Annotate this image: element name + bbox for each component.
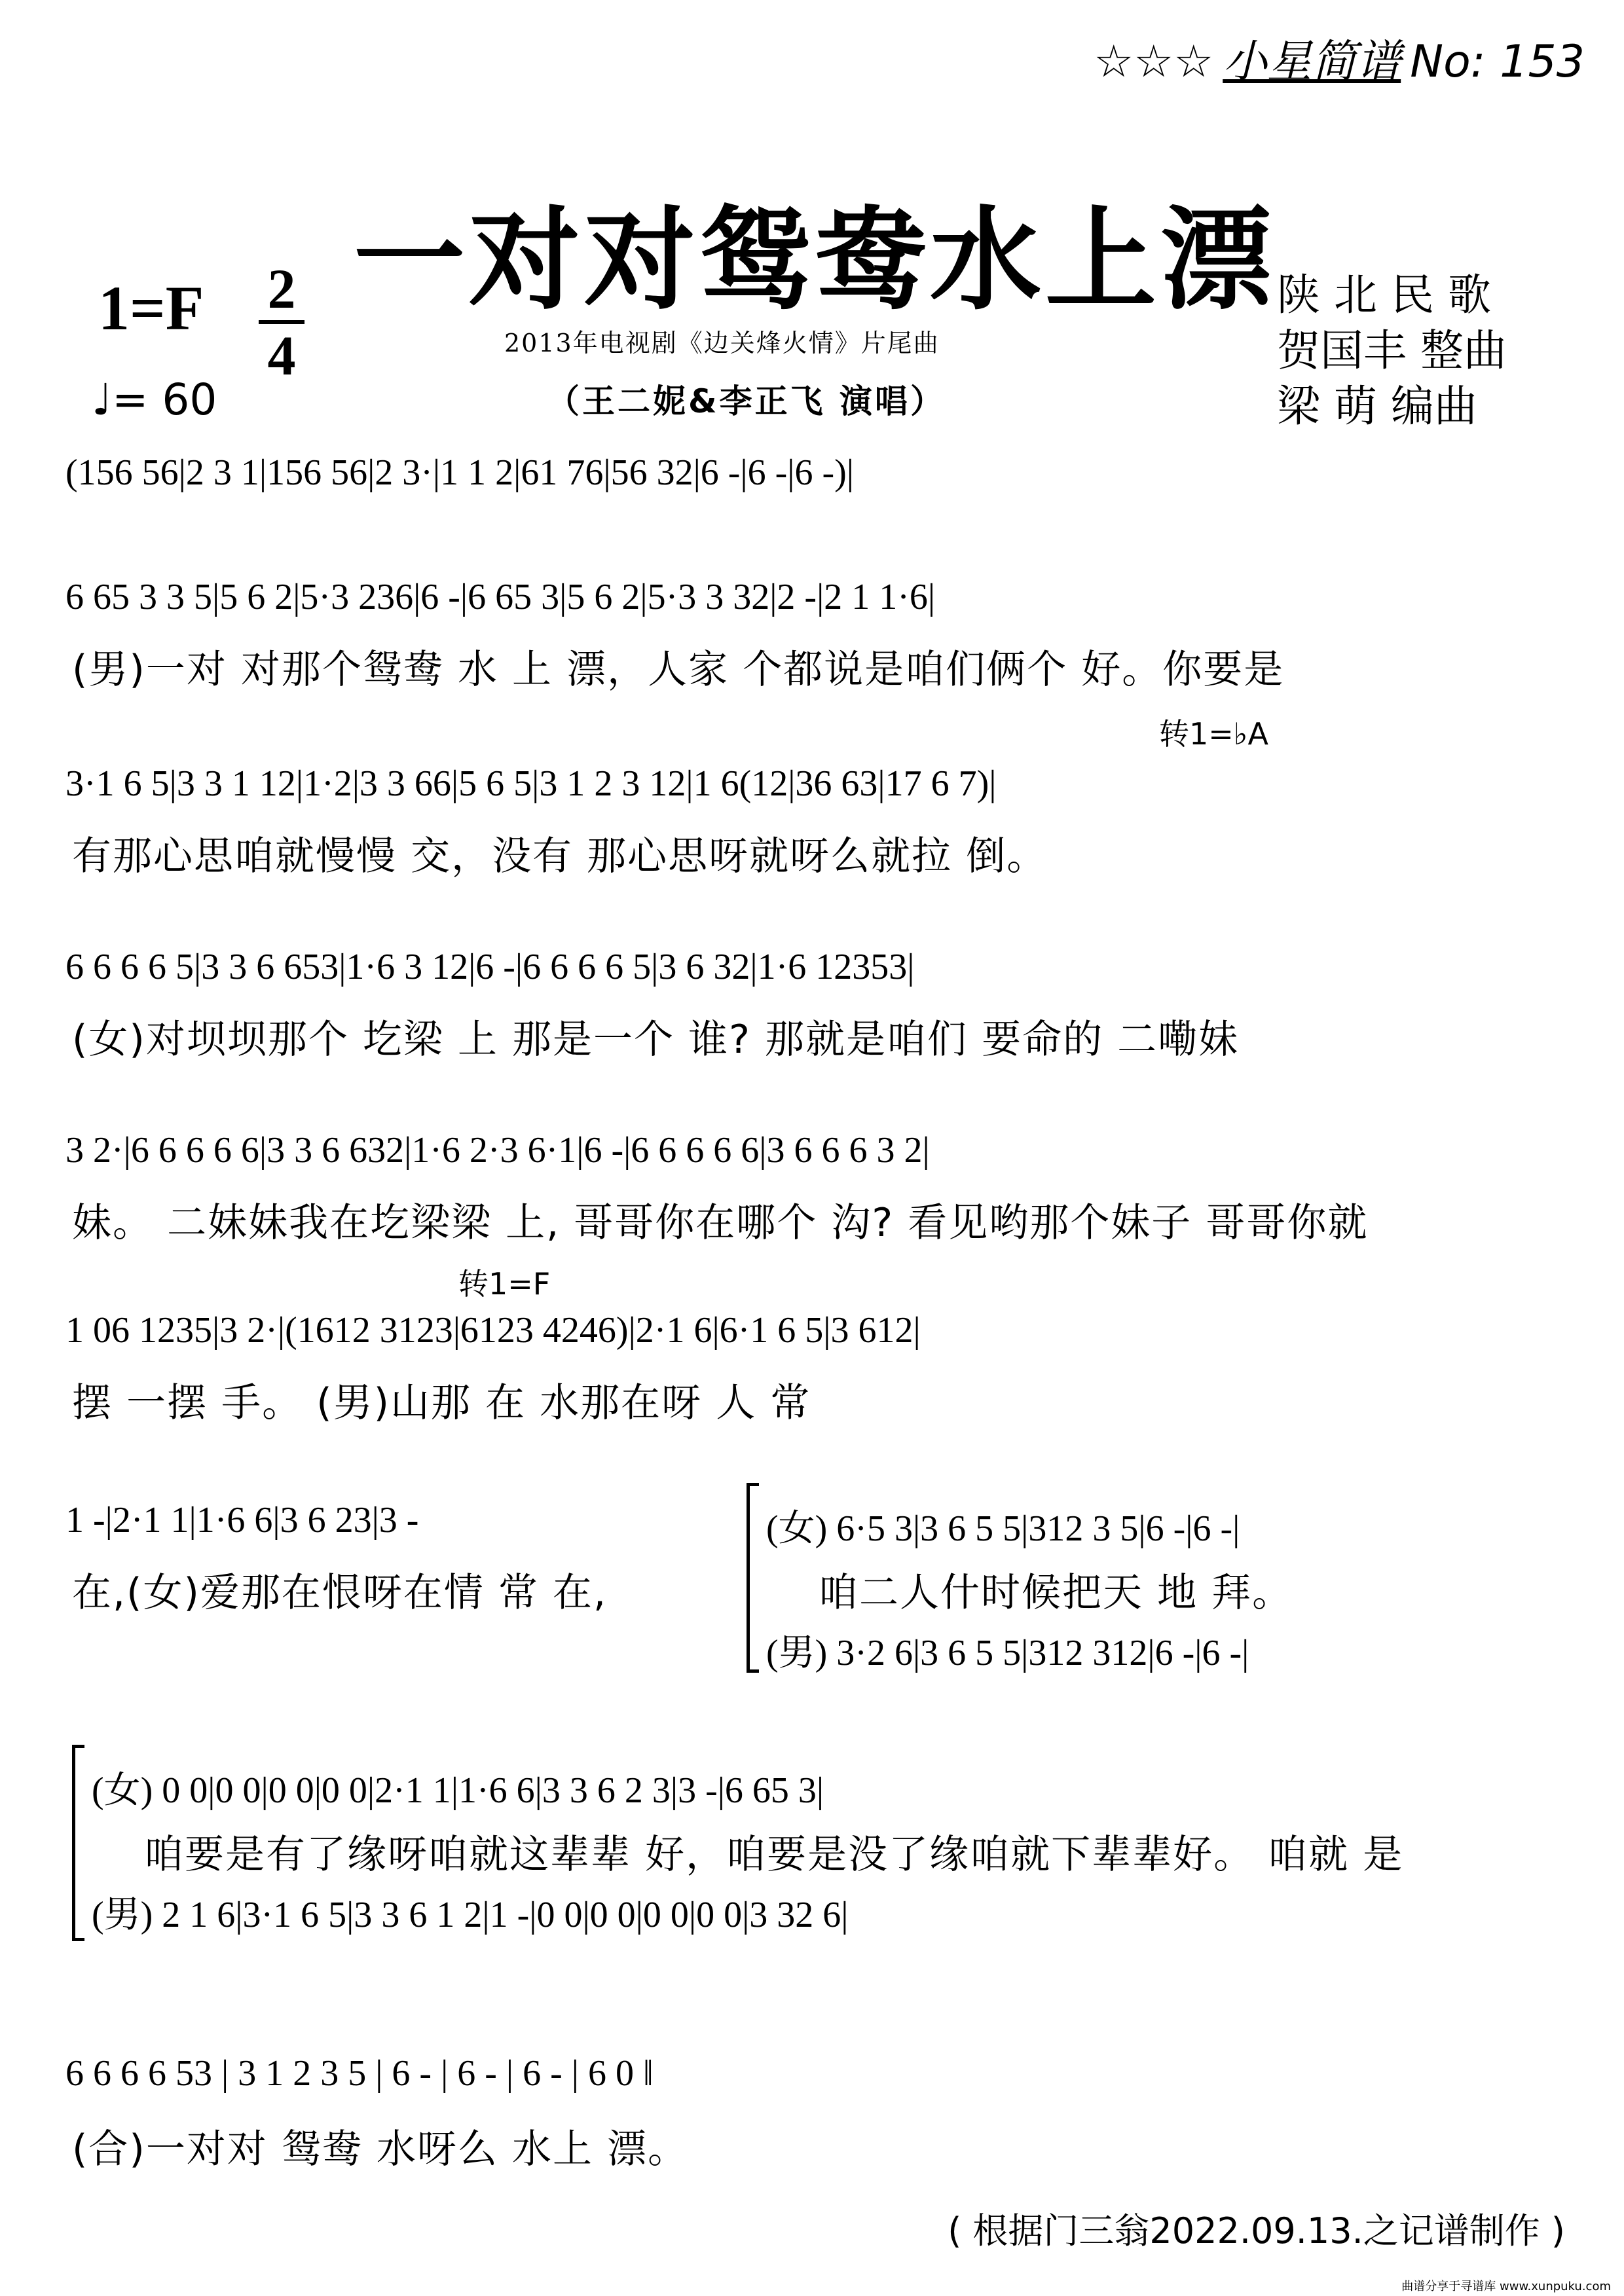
credits (1277, 267, 1507, 434)
part-bracket (747, 1483, 759, 1673)
notation-line: (女) 6·5 3|3 6 5 5|312 3 5|6 -|6 -| (766, 1508, 1240, 1549)
watermark: 曲谱分享于寻谱库 www.xunpuku.com (1401, 2280, 1611, 2293)
time-denominator: 4 (267, 324, 296, 387)
lyric-line: 咱要是有了缘呀咱就这辈辈 好，咱要是没了缘咱就下辈辈好。 咱就 是 (144, 1832, 1404, 1878)
notation-line: 1 06 1235|3 2·|(1612 3123|6123 4246)|2·1 6|6·1 6 5|3 612| (65, 1310, 921, 1351)
lyric-line: (男)一对 对那个鸳鸯 水 上 漂，人家 个都说是咱们俩个 好。你要是 (72, 647, 1285, 693)
time-numerator: 2 (267, 257, 296, 320)
credit-origin: 陕 北 民 歌 (1277, 270, 1491, 320)
notation-line: 6 6 6 6 5|3 3 6 653|1·6 3 12|6 -|6 6 6 6 5|3 6 32|1·6 12353| (65, 947, 915, 987)
score-number: No: 153 (1410, 36, 1585, 88)
lyric-line: 摆 一摆 手。 (男)山那 在 水那在呀 人 常 (72, 1380, 811, 1426)
lyric-line: (合)一对对 鸳鸯 水呀么 水上 漂。 (72, 2126, 689, 2172)
lyric-line: 妹。 二妹妹我在圪梁梁 上, 哥哥你在哪个 沟? 看见哟那个妹子 哥哥你就 (72, 1200, 1369, 1246)
notation-line: 6 6 6 6 53 | 3 1 2 3 5 | 6 - | 6 - | 6 - | 6 0 ‖ (65, 2053, 654, 2094)
notation-line: (156 56|2 3 1|156 56|2 3·|1 1 2|61 76|56 32|6 -|6 -|6 -)| (65, 452, 854, 493)
modulation-marking: 转1=F (458, 1266, 551, 1302)
subtitle: 2013年电视剧《边关烽火情》片尾曲 (504, 329, 940, 357)
tempo-marking: ♩= 60 (92, 374, 217, 425)
credit-arranger: 贺国丰 整曲 (1277, 325, 1507, 376)
notation-line: 6 65 3 3 5|5 6 2|5·3 236|6 -|6 65 3|5 6 2|5·3 3 32|2 -|2 1 1·6| (65, 577, 936, 617)
notation-line: 3·1 6 5|3 3 1 12|1·2|3 3 66|5 6 5|3 1 2 3 12|1 6(12|36 63|17 6 7)| (65, 763, 997, 804)
song-title: 一对对鸳鸯水上漂 (354, 194, 1276, 325)
credit-orchestrator: 梁 萌 编曲 (1277, 381, 1477, 431)
lyric-line: 在,(女)爱那在恨呀在情 常 在, (72, 1570, 608, 1616)
part-bracket (72, 1745, 84, 1941)
notation-line: (男) 3·2 6|3 6 5 5|312 312|6 -|6 -| (766, 1633, 1249, 1673)
notation-line: (男) 2 1 6|3·1 6 5|3 3 6 1 2|1 -|0 0|0 0|0 0|0 0|3 32 6| (92, 1895, 849, 1935)
lyric-line: 有那心思咱就慢慢 交，没有 那心思呀就呀么就拉 倒。 (72, 833, 1048, 879)
rating-stars: ☆☆☆ (1094, 36, 1214, 88)
transcription-note: ( 根据门三翁2022.09.13.之记谱制作 ) (948, 2210, 1565, 2251)
notation-line: 1 -|2·1 1|1·6 6|3 6 23|3 - (65, 1500, 419, 1540)
time-signature (259, 259, 304, 386)
notation-line: 3 2·|6 6 6 6 6|3 3 6 632|1·6 2·3 6·1|6 -|6 6 6 6 6|3 6 6 6 3 2| (65, 1130, 930, 1171)
brand-name: 小星简谱 (1223, 36, 1401, 88)
brand-header (1094, 26, 1585, 90)
key-signature: 1=F (98, 273, 204, 343)
lyric-line: (女)对坝坝那个 圪梁 上 那是一个 谁? 那就是咱们 要命的 二嘞妹 (72, 1017, 1240, 1063)
lyric-line: 咱二人什时候把天 地 拜。 (819, 1570, 1293, 1616)
notation-line: (女) 0 0|0 0|0 0|0 0|2·1 1|1·6 6|3 3 6 2 3|3 -|6 65 3| (92, 1770, 824, 1811)
performers: （王二妮&李正飞 演唱） (547, 382, 946, 420)
modulation-marking: 转1=♭A (1159, 716, 1268, 752)
